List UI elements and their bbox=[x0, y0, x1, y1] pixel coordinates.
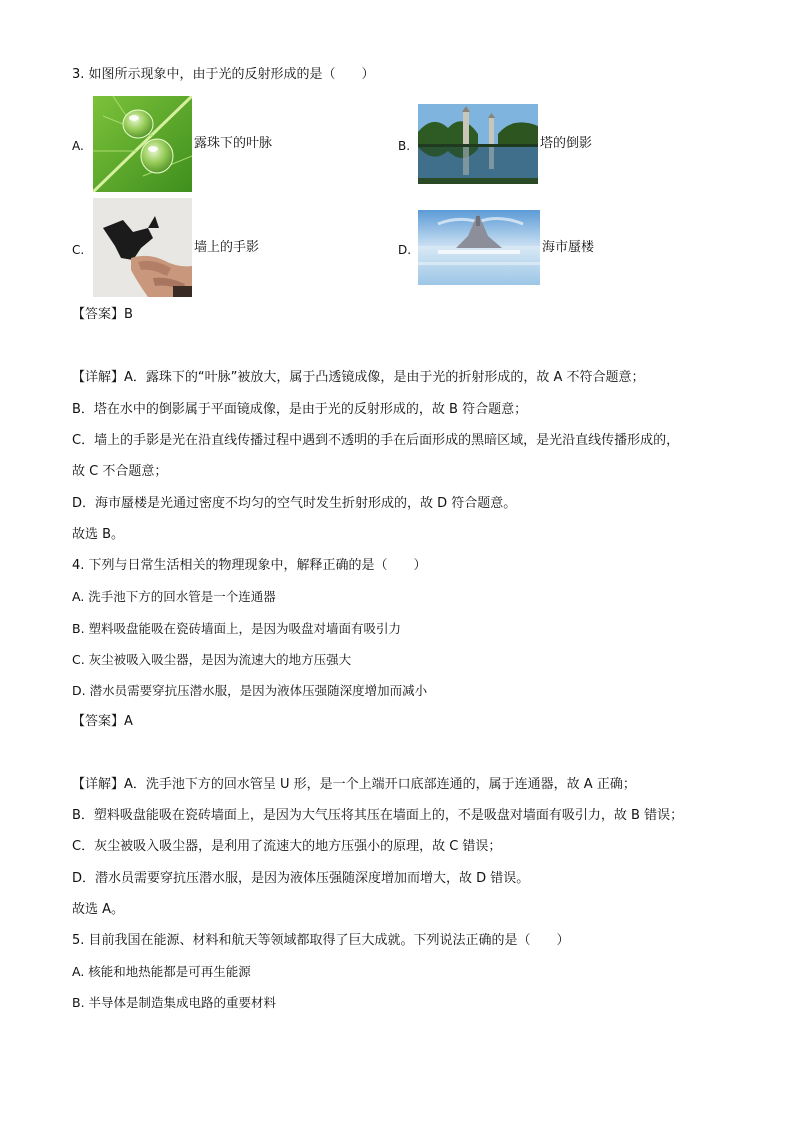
q3-option-d-caption: 海市蜃楼 bbox=[542, 240, 595, 255]
q4-detail-line: B．塑料吸盘能吸在瓷砖墙面上，是因为大气压将其压在墙面上的，不是吸盘对墙面有吸引力，故 B 错误； bbox=[72, 808, 684, 823]
q3-option-a-letter: A. bbox=[72, 139, 84, 153]
q3-option-a-caption: 露珠下的叶脉 bbox=[194, 136, 273, 151]
q3-option-b-letter: B. bbox=[398, 139, 411, 153]
q3-detail-line: C．墙上的手影是光在沿直线传播过程中遇到不透明的手在后面形成的黑暗区域，是光沿直线传播形成的， bbox=[72, 433, 680, 448]
q5-option-b: B. 半导体是制造集成电路的重要材料 bbox=[72, 995, 277, 1010]
q3-detail-line: B．塔在水中的倒影属于平面镜成像，是由于光的反射形成的，故 B 符合题意； bbox=[72, 402, 528, 417]
hand-shadow-image bbox=[93, 198, 192, 297]
q3-stem: 3. 如图所示现象中，由于光的反射形成的是（ ） bbox=[72, 67, 375, 82]
q5-option-a: A. 核能和地热能都是可再生能源 bbox=[72, 964, 251, 979]
q3-option-b-caption: 塔的倒影 bbox=[540, 136, 593, 151]
dewdrop-leaf-image bbox=[93, 96, 192, 192]
q4-option-b: B. 塑料吸盘能吸在瓷砖墙面上，是因为吸盘对墙面有吸引力 bbox=[72, 621, 402, 636]
q3-detail-line: 故选 B。 bbox=[72, 527, 125, 542]
q3-option-d-letter: D. bbox=[398, 243, 412, 257]
q4-detail-line: D．潜水员需要穿抗压潜水服，是因为液体压强随深度增加而增大，故 D 错误。 bbox=[72, 871, 530, 886]
q3-option-c-letter: C. bbox=[72, 243, 85, 257]
q3-option-c-caption: 墙上的手影 bbox=[194, 240, 260, 255]
q3-answer: 【答案】B bbox=[72, 307, 133, 322]
q4-option-a: A. 洗手池下方的回水管是一个连通器 bbox=[72, 589, 276, 604]
q4-detail-line: 故选 A。 bbox=[72, 902, 125, 917]
q4-option-c: C. 灰尘被吸入吸尘器，是因为流速大的地方压强大 bbox=[72, 652, 352, 667]
q4-answer: 【答案】A bbox=[72, 714, 133, 729]
q5-stem: 5. 目前我国在能源、材料和航天等领域都取得了巨大成就。下列说法正确的是（ ） bbox=[72, 933, 570, 948]
mirage-image bbox=[418, 210, 540, 285]
q4-detail-line: C．灰尘被吸入吸尘器，是利用了流速大的地方压强小的原理，故 C 错误； bbox=[72, 839, 502, 854]
q3-detail-line: 故 C 不合题意； bbox=[72, 464, 168, 479]
q4-stem: 4. 下列与日常生活相关的物理现象中，解释正确的是（ ） bbox=[72, 558, 427, 573]
pagoda-reflection-image bbox=[418, 104, 538, 184]
q4-detail-line: 【详解】A．洗手池下方的回水管呈 U 形，是一个上端开口底部连通的，属于连通器，故 A 正确； bbox=[72, 777, 636, 792]
q3-detail-line: D．海市蜃楼是光通过密度不均匀的空气时发生折射形成的，故 D 符合题意。 bbox=[72, 496, 517, 511]
q3-detail-line: 【详解】A．露珠下的“叶脉”被放大，属于凸透镜成像，是由于光的折射形成的，故 A 不符合题意； bbox=[72, 370, 645, 385]
q4-option-d: D. 潜水员需要穿抗压潜水服，是因为液体压强随深度增加而减小 bbox=[72, 683, 428, 698]
